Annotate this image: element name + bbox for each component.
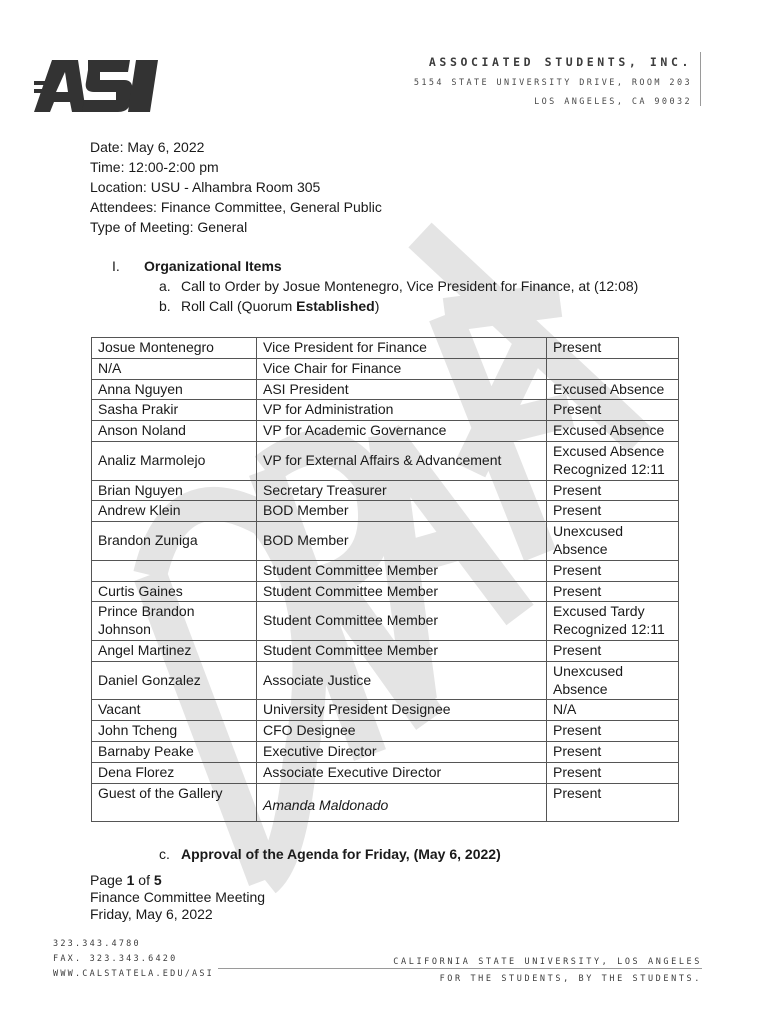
page-of: of [134,872,154,888]
member-status: Unexcused Absence [547,661,679,700]
member-status: Excused Absence [547,421,679,442]
item-text: Approval of the Agenda for Friday, (May 6, 2022) [181,846,501,862]
member-name: Brandon Zuniga [92,522,257,561]
member-role: BOD Member [257,522,547,561]
page-total: 5 [153,872,162,888]
table-row [92,640,679,661]
member-status: N/A [547,700,679,721]
member-name: Prince Brandon Johnson [92,602,257,641]
member-role: Student Committee Member [257,560,547,581]
page-label: Page [90,872,127,888]
member-role: Secretary Treasurer [257,480,547,501]
document-name: Finance Committee Meeting [90,889,266,905]
member-role: University President Designee [257,700,547,721]
member-role: Vice Chair for Finance [257,358,547,379]
meeting-time: Time: 12:00-2:00 pm [90,159,219,175]
member-status: Present [547,338,679,359]
org-name: ASSOCIATED STUDENTS, INC. [428,55,692,69]
member-status: Present [547,400,679,421]
item-roll-call [159,298,379,314]
member-name: John Tcheng [92,721,257,742]
table-row [92,421,679,442]
section-organizational-items [112,258,282,274]
member-name: Sasha Prakir [92,400,257,421]
table-row [92,661,679,700]
table-row [92,400,679,421]
footer-phone: 323.343.4780 [53,939,141,949]
org-address-line2: LOS ANGELES, CA 90032 [534,97,692,107]
table-row [92,379,679,400]
item-call-to-order [159,278,638,294]
member-name: Guest of the Gallery [92,783,257,821]
footer-contact [53,937,214,982]
member-name: Daniel Gonzalez [92,661,257,700]
table-row [92,762,679,783]
table-row [92,783,679,821]
member-name [92,560,257,581]
member-name: Anson Noland [92,421,257,442]
member-role: BOD Member [257,501,547,522]
table-row [92,560,679,581]
member-role: Associate Executive Director [257,762,547,783]
document-date: Friday, May 6, 2022 [90,906,213,922]
member-name: Vacant [92,700,257,721]
member-role: Vice President for Finance [257,338,547,359]
page-number [90,872,265,889]
member-name: N/A [92,358,257,379]
item-text-end: ) [374,298,380,314]
member-role: VP for Administration [257,400,547,421]
member-status: Present [547,741,679,762]
table-row [92,358,679,379]
table-row [92,741,679,762]
member-name: Barnaby Peake [92,741,257,762]
footer-divider [218,968,702,969]
meeting-location: Location: USU - Alhambra Room 305 [90,179,321,195]
meeting-date: Date: May 6, 2022 [90,139,205,155]
footer-web: WWW.CALSTATELA.EDU/ASI [53,969,214,979]
table-row [92,700,679,721]
member-status: Present [547,480,679,501]
table-row [92,338,679,359]
member-role: Student Committee Member [257,581,547,602]
member-name: Andrew Klein [92,501,257,522]
member-name: Dena Florez [92,762,257,783]
member-name: Anna Nguyen [92,379,257,400]
member-name: Brian Nguyen [92,480,257,501]
member-status: Excused Absence [547,379,679,400]
meeting-info [90,137,382,237]
member-status: Unexcused Absence [547,522,679,561]
page-info [90,872,265,923]
member-role: Amanda Maldonado [257,783,547,821]
section-number: I. [112,258,120,274]
member-role: Student Committee Member [257,602,547,641]
table-row [92,522,679,561]
page-current: 1 [126,872,135,888]
member-name: Analiz Marmolejo [92,441,257,480]
member-status: Present [547,783,679,821]
table-row [92,441,679,480]
roll-call-table [91,337,679,822]
member-role: VP for Academic Governance [257,421,547,442]
member-role: Executive Director [257,741,547,762]
item-letter: b. [159,298,171,314]
member-status: Present [547,560,679,581]
member-status: Present [547,640,679,661]
footer-slogan: FOR THE STUDENTS, BY THE STUDENTS. [439,974,702,984]
table-row [92,602,679,641]
asi-logo [34,43,159,112]
member-role: CFO Designee [257,721,547,742]
quorum-status: Established [296,298,375,314]
member-status: Present [547,581,679,602]
meeting-attendees: Attendees: Finance Committee, General Public [90,199,382,215]
footer-university: CALIFORNIA STATE UNIVERSITY, LOS ANGELES [393,957,702,967]
member-status: Present [547,762,679,783]
meeting-type: Type of Meeting: General [90,219,248,235]
member-role: ASI President [257,379,547,400]
footer-fax: FAX. 323.343.6420 [53,954,178,964]
member-name: Angel Martinez [92,640,257,661]
item-text: Call to Order by Josue Montenegro, Vice President for Finance, at (12:08) [181,278,639,294]
member-role: VP for External Affairs & Advancement [257,441,547,480]
member-status: Excused Tardy Recognized 12:11 [547,602,679,641]
table-row [92,581,679,602]
header-divider [700,52,701,106]
member-role: Associate Justice [257,661,547,700]
item-letter: a. [159,278,171,294]
section-title: Organizational Items [144,258,282,274]
member-status: Present [547,501,679,522]
member-status [547,358,679,379]
item-text: Roll Call (Quorum [181,298,297,314]
member-name: Josue Montenegro [92,338,257,359]
item-approval-agenda [159,846,501,862]
organization-header [414,55,692,107]
member-name: Curtis Gaines [92,581,257,602]
table-row [92,480,679,501]
svg-text:ASI: ASI [34,43,60,60]
member-status: Present [547,721,679,742]
table-row [92,501,679,522]
item-letter: c. [159,846,170,862]
table-row [92,721,679,742]
org-address-line1: 5154 STATE UNIVERSITY DRIVE, ROOM 203 [413,78,692,88]
member-status: Excused Absence Recognized 12:11 [547,441,679,480]
member-role: Student Committee Member [257,640,547,661]
